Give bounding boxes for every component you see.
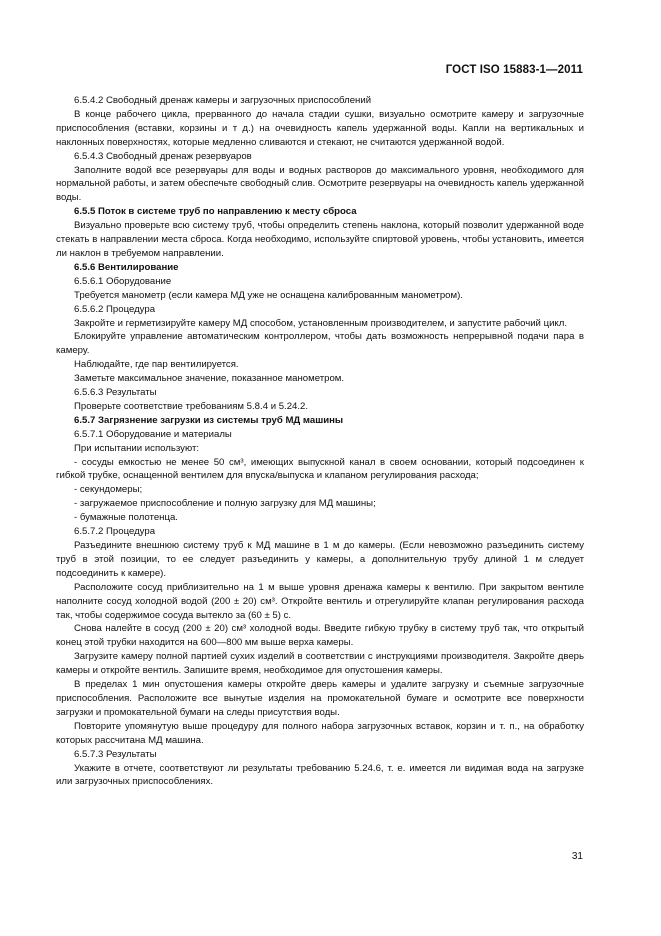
section-heading: 6.5.7 Загрязнение загрузки из системы труб МД машины xyxy=(74,414,344,426)
paragraph: Заполните водой все резервуары для воды и водных растворов до максимального уровня, необходимого для нормальной работы, и затем обеспечьте свободный слив. Осмотрите резервуары на очевидность капель удержанной воды. xyxy=(56,164,584,204)
subsection-heading: 6.5.4.2 Свободный дренаж камеры и загрузочных приспособлений xyxy=(74,95,372,106)
paragraph: В пределах 1 мин опустошения камеры откройте дверь камеры и удалите загрузку и съемные загрузочные приспособления. Расположите все вынутые изделия на промокательной бумаге и осмотрите все поверхности загрузки и промокательной бумаги на следы присутствия воды. xyxy=(56,679,584,718)
section-heading: 6.5.5 Поток в системе труб по направлению к месту сброса xyxy=(74,206,357,218)
paragraph: Наблюдайте, где пар вентилируется. xyxy=(74,359,239,371)
paragraph: Требуется манометр (если камера МД уже не оснащена калиброванным манометром). xyxy=(74,289,463,301)
list-item: - сосуды емкостью не менее 50 см³, имеющих выпускной канал в своем основании, который подсоединен к гибкой трубке, оснащенной вентилем для впуска/выпуска и клапаном регулирования расхода; xyxy=(56,456,584,482)
paragraph: Повторите упомянутую выше процедуру для полного набора загрузочных вставок, корзин и т. п., на обработку которых рассчитана МД машина. xyxy=(56,720,584,746)
subsection-heading: 6.5.7.1 Оборудование и материалы xyxy=(74,428,232,440)
paragraph: Расположите сосуд приблизительно на 1 м выше уровня дренажа камеры к вентилю. При закрытом вентиле наполните сосуд холодной водой (200 ± 20) см³. Откройте вентиль и отрегулируйте клапан регулирования расхода так, чтобы содержимое сосуда вытекло за (60 ± 5) с. xyxy=(56,581,584,621)
paragraph: Снова налейте в сосуд (200 ± 20) см³ холодной воды. Введите гибкую трубку в систему труб так, что открытый конец этой трубки находится на 600—800 мм выше верха камеры. xyxy=(56,623,584,649)
document-body xyxy=(56,94,584,789)
paragraph: При испытании используют: xyxy=(74,442,200,454)
subsection-heading: 6.5.6.1 Оборудование xyxy=(74,275,172,287)
subsection-heading: 6.5.4.3 Свободный дренаж резервуаров xyxy=(74,150,252,162)
list-item: - бумажные полотенца. xyxy=(74,512,178,524)
paragraph: В конце рабочего цикла, прерванного до начала стадии сушки, визуально осмотрите камеру и загрузочные приспособления (вставки, корзины и т д.) на очевидность капель удержанной воды. Капли на вертикальных и наклонных поверхностях, которые медленно сливаются и стекают, не считаются удержанной водой. xyxy=(56,108,584,148)
list-item: - секундомеры; xyxy=(74,484,143,496)
paragraph: Закройте и герметизируйте камеру МД способом, установленным производителем, и запустите рабочий цикл. xyxy=(74,317,568,329)
subsection-heading: 6.5.6.2 Процедура xyxy=(74,303,156,315)
paragraph: Загрузите камеру полной партией сухих изделий в соответствии с инструкциями производителя. Закройте дверь камеры и откройте вентиль. Запишите время, необходимое для опустошения камеры. xyxy=(56,651,584,677)
page-number: 31 xyxy=(571,851,583,862)
paragraph: Разъедините внешнюю систему труб к МД машине в 1 м до камеры. (Если невозможно разъединить систему труб в этой позиции, то ее следует разъединить у камеры, а дополнительную трубу длиной 1 м следует подсоединить к камере). xyxy=(56,540,584,579)
section-heading: 6.5.6 Вентилирование xyxy=(74,261,179,273)
paragraph: Заметьте максимальное значение, показанное манометром. xyxy=(74,373,345,385)
paragraph: Визуально проверьте всю систему труб, чтобы определить степень наклона, который позволит удержанной воде стекать в направлении места сброса. Когда необходимо, используйте спиртовой уровень, чтобы установить, имеется ли наклон в требуемом направлении. xyxy=(56,220,584,259)
list-item: - загружаемое приспособление и полную загрузку для МД машины; xyxy=(74,498,376,510)
paragraph: Проверьте соответствие требованиям 5.8.4 и 5.24.2. xyxy=(74,400,309,412)
standard-designation: ГОСТ ISO 15883-1—2011 xyxy=(445,64,583,76)
subsection-heading: 6.5.6.3 Результаты xyxy=(74,387,157,399)
subsection-heading: 6.5.7.2 Процедура xyxy=(74,526,156,538)
paragraph: Блокируйте управление автоматическим контроллером, чтобы дать возможность непрерывной подачи пара в камеру. xyxy=(56,331,584,357)
subsection-heading: 6.5.7.3 Результаты xyxy=(74,748,157,760)
paragraph: Укажите в отчете, соответствуют ли результаты требованию 5.24.6, т. е. имеется ли видимая вода на загрузке или загрузочных приспособлениях. xyxy=(56,762,584,788)
